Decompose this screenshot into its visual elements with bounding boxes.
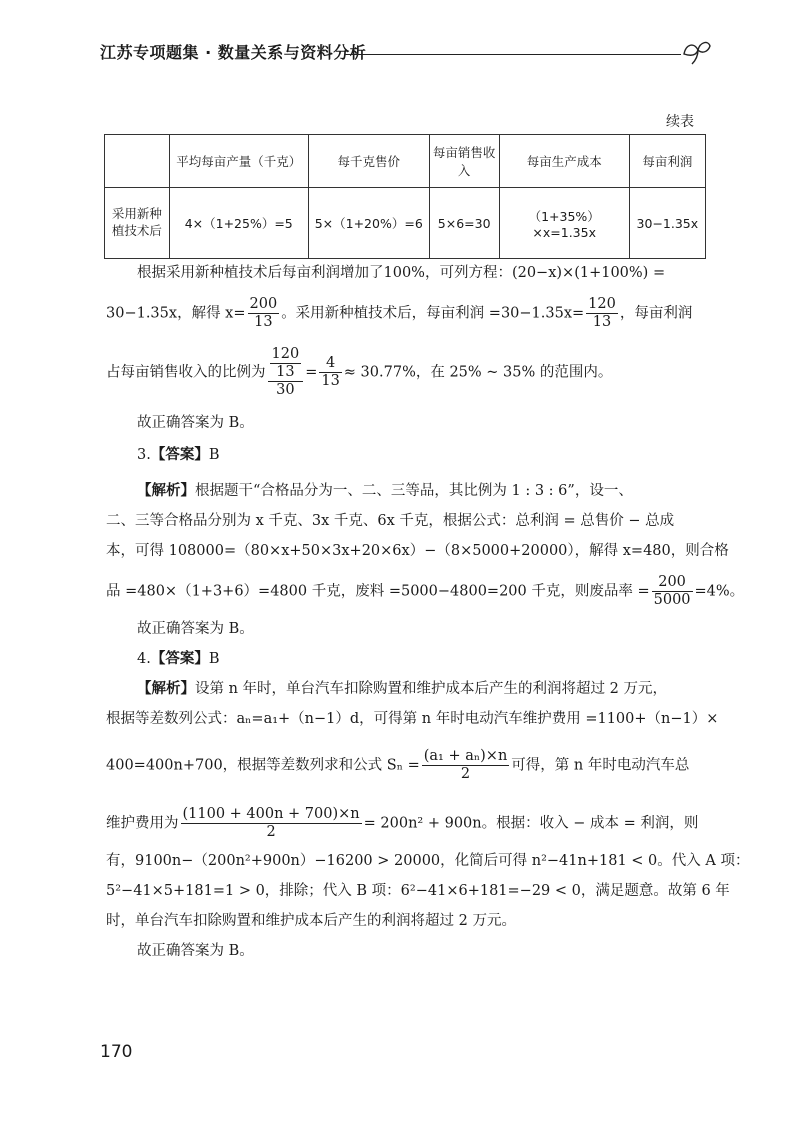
fraction-denominator: 2 — [266, 824, 276, 840]
answer-value: B — [208, 447, 220, 463]
table-cell: 30−1.35x — [629, 188, 705, 259]
q2-text: ≈ 30.77%，在 25% ~ 35% 的范围内。 — [343, 364, 613, 381]
sprout-icon — [680, 34, 714, 68]
q2-text: ，每亩利润 — [619, 305, 693, 322]
answer-value: B — [208, 651, 220, 667]
q4-text: 维护费用为 — [106, 815, 179, 832]
table-cell: （1+35%）×x=1.35x — [499, 188, 629, 259]
q4-answer — [137, 648, 707, 670]
q4-text: 400=400n+700，根据等差数列求和公式 Sₙ = — [106, 757, 420, 774]
q4-text-line: 时，单台汽车扣除购置和维护成本后产生的利润将超过 2 万元。 — [106, 913, 516, 929]
q2-text: = — [305, 364, 318, 381]
q3-answer — [137, 444, 707, 466]
fraction — [586, 296, 618, 331]
q2-text: 30−1.35x，解得 x= — [106, 305, 246, 322]
q2-text-line — [106, 296, 706, 331]
table-header-cell: 每亩利润 — [629, 135, 705, 188]
q2-text-line: 根据采用新种植技术后每亩利润增加了100%，可列方程：(20−x)×(1+100%) = — [137, 265, 666, 281]
question-number: 3. — [137, 447, 151, 463]
fraction-denominator: 13 — [321, 373, 340, 389]
fraction — [248, 296, 280, 331]
fraction-numerator — [268, 346, 304, 382]
q3-text-line — [137, 480, 707, 502]
q4-text-line: 根据等差数列公式：aₙ=a₁+（n−1）d，可得第 n 年时电动汽车维护费用 =1100+（n−1）× — [106, 711, 719, 727]
table-header-cell: 每千克售价 — [308, 135, 429, 188]
page-number: 170 — [100, 1042, 133, 1062]
q3-text: 根据题干“合格品分为一、二、三等品，其比例为 1 : 3 : 6”，设一、 — [195, 483, 633, 499]
table-row — [105, 188, 706, 259]
q2-text: 。采用新种植技术后，每亩利润 =30−1.35x= — [281, 305, 585, 322]
analysis-tag: 【解析】 — [137, 681, 195, 697]
fraction-numerator: 200 — [249, 296, 278, 312]
q3-text-line: 二、三等合格品分别为 x 千克、3x 千克、6x 千克，根据公式：总利润 = 总售价 − 总成 — [106, 513, 675, 529]
fraction-denominator: 13 — [276, 364, 295, 380]
table-corner-cell — [105, 135, 170, 188]
header-rule — [345, 54, 681, 55]
q3-conclusion: 故正确答案为 B。 — [137, 621, 254, 637]
q3-text-line: 本，可得 108000=（80×x+50×3x+20×6x）−（8×5000+20000），解得 x=480，则合格 — [106, 543, 729, 559]
q2-text: 占每亩销售收入的比例为 — [106, 364, 266, 381]
table-header-cell: 每亩生产成本 — [499, 135, 629, 188]
q4-text-line: 5²−41×5+181=1 > 0，排除；代入 B 项：6²−41×6+181=−29 < 0，满足题意。故第 6 年 — [106, 883, 730, 899]
fraction — [181, 806, 362, 841]
q4-text-line — [106, 806, 706, 841]
answer-tag: 【答案】 — [150, 447, 209, 463]
analysis-tag: 【解析】 — [137, 483, 195, 499]
q4-text-line — [137, 678, 707, 700]
q4-text: 可得，第 n 年时电动汽车总 — [511, 757, 690, 774]
q3-text: =4%。 — [694, 583, 745, 600]
q3-text: 品 =480×（1+3+6）=4800 千克，废料 =5000−4800=200 千克，则废品率 = — [106, 583, 650, 600]
question-number: 4. — [137, 651, 151, 667]
continued-table — [104, 134, 706, 259]
q2-text-line — [106, 346, 706, 399]
fraction-denominator: 30 — [276, 382, 295, 398]
compound-fraction — [268, 346, 304, 399]
fraction-denominator: 5000 — [653, 592, 691, 608]
fraction-numerator: 4 — [319, 355, 341, 373]
fraction — [319, 355, 341, 390]
fraction — [270, 346, 302, 381]
q4-text-line: 有，9100n−（200n²+900n）−16200 > 20000，化简后可得 n²−41n+181 < 0。代入 A 项： — [106, 853, 750, 869]
answer-tag: 【答案】 — [150, 651, 209, 667]
running-header-title: 江苏专项题集 · 数量关系与资料分析 — [100, 43, 367, 62]
table-cell: 5×（1+20%）=6 — [308, 188, 429, 259]
table-cell: 4×（1+25%）=5 — [169, 188, 308, 259]
fraction-numerator: 120 — [588, 296, 616, 312]
fraction-denominator: 13 — [254, 314, 273, 330]
table-row-label: 采用新种植技术后 — [105, 188, 170, 259]
table-header-cell: 每亩销售收入 — [429, 135, 499, 188]
q3-text-line — [106, 574, 745, 609]
fraction-numerator: (1100 + 400n + 700)×n — [182, 806, 360, 822]
q4-text: 设第 n 年时，单台汽车扣除购置和维护成本后产生的利润将超过 2 万元， — [195, 681, 667, 697]
fraction-numerator: (a₁ + aₙ)×n — [423, 748, 508, 764]
table-continued-label: 续表 — [666, 114, 694, 130]
q4-text-line — [106, 748, 706, 783]
fraction — [652, 574, 693, 609]
fraction-denominator: 2 — [460, 766, 471, 782]
table-cell: 5×6=30 — [429, 188, 499, 259]
table-header-cell: 平均每亩产量（千克） — [169, 135, 308, 188]
fraction-denominator: 13 — [592, 314, 612, 330]
fraction-numerator: 120 — [271, 346, 300, 362]
q4-text: = 200n² + 900n。根据：收入 − 成本 = 利润，则 — [363, 815, 699, 832]
q2-conclusion: 故正确答案为 B。 — [137, 415, 254, 431]
fraction-numerator: 200 — [652, 574, 693, 592]
fraction — [422, 748, 510, 783]
q4-conclusion: 故正确答案为 B。 — [137, 943, 254, 959]
